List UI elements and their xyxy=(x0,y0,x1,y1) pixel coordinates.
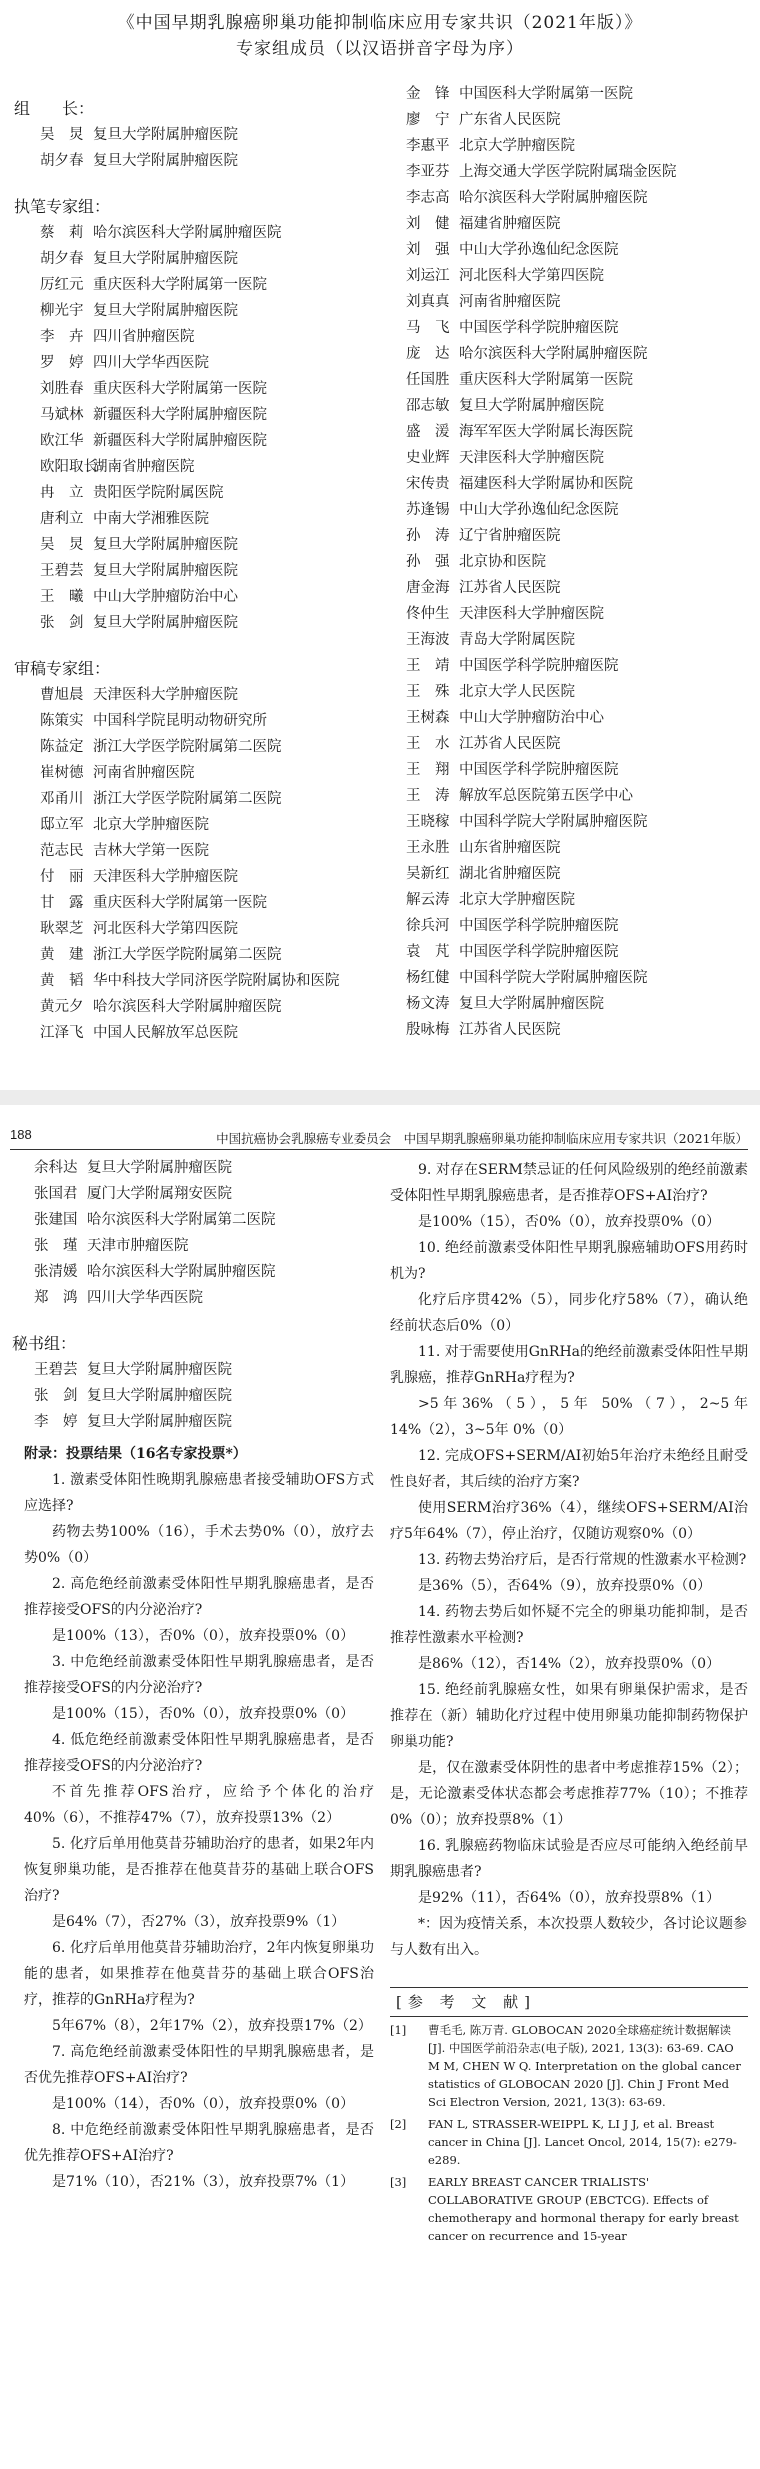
member-affiliation: 复旦大学附属肿瘤医院 xyxy=(87,1362,232,1378)
member-name: 欧阳取长 xyxy=(40,459,98,475)
member-affiliation: 江苏省人民医院 xyxy=(459,580,561,596)
member-name: 刘 健 xyxy=(406,216,450,232)
member-affiliation: 中国科学院大学附属肿瘤医院 xyxy=(459,970,648,986)
vote-paragraph: 5年67%（8），2年17%（2），放弃投票17%（2） xyxy=(52,2018,372,2034)
member-name: 胡夕春 xyxy=(40,251,84,267)
left-column xyxy=(12,1155,374,2195)
member-list-right xyxy=(406,81,751,1043)
member-row xyxy=(14,838,359,864)
member-row xyxy=(406,81,751,107)
member-row xyxy=(14,506,359,532)
member-affiliation: 中国科学院昆明动物研究所 xyxy=(93,713,267,729)
member-row xyxy=(34,1285,374,1311)
member-name: 宋传贵 xyxy=(406,476,450,492)
member-name: 金 锋 xyxy=(406,86,450,102)
member-name: 黄 韬 xyxy=(40,973,84,989)
vote-paragraph: 是100%（15），否0%（0），放弃投票0%（0） xyxy=(52,1706,355,1722)
member-affiliation: 复旦大学附属肿瘤医院 xyxy=(93,127,238,143)
member-name: 范志民 xyxy=(40,843,84,859)
member-row xyxy=(14,786,359,812)
member-name: 曹旭晨 xyxy=(40,687,84,703)
member-name: 邵志敏 xyxy=(406,398,450,414)
vote-paragraph: 6. 化疗后单用他莫昔芬辅助治疗，2年内恢复卵巢功能的患者，如果推荐在他莫昔芬的基础上联合OFS治疗，推荐的GnRHa疗程为? xyxy=(24,1940,374,2008)
member-affiliation: 广东省人民医院 xyxy=(459,112,561,128)
references-list xyxy=(390,2021,748,2245)
document-subtitle: 专家组成员（以汉语拼音字母为序） xyxy=(236,39,524,59)
member-affiliation: 天津医科大学肿瘤医院 xyxy=(459,606,604,622)
member-row xyxy=(34,1357,374,1383)
member-affiliation: 复旦大学附属肿瘤医院 xyxy=(87,1160,232,1176)
member-affiliation: 四川省肿瘤医院 xyxy=(93,329,195,345)
member-row xyxy=(406,419,751,445)
footnote: *：因为疫情关系，本次投票人数较少，各讨论议题参与人数有出入。 xyxy=(390,1916,747,1958)
member-name: 付 丽 xyxy=(40,869,84,885)
member-affiliation: 重庆医科大学附属第一医院 xyxy=(93,895,267,911)
member-row xyxy=(34,1383,374,1409)
member-row xyxy=(14,890,359,916)
member-affiliation: 辽宁省肿瘤医院 xyxy=(459,528,561,544)
member-name: 唐利立 xyxy=(40,511,84,527)
member-row xyxy=(406,653,751,679)
member-row xyxy=(34,1155,374,1181)
member-affiliation: 天津医科大学肿瘤医院 xyxy=(93,687,238,703)
member-name: 柳光宇 xyxy=(40,303,84,319)
member-row xyxy=(406,861,751,887)
vote-paragraph: 1. 激素受体阳性晚期乳腺癌患者接受辅助OFS方式应选择? xyxy=(24,1472,374,1514)
running-head: 中国抗癌协会乳腺癌专业委员会 中国早期乳腺癌卵巢功能抑制临床应用专家共识（2021年版） xyxy=(216,1131,748,1146)
member-affiliation: 贵阳医学院附属医院 xyxy=(93,485,224,501)
member-affiliation: 北京协和医院 xyxy=(459,554,546,570)
member-affiliation: 新疆医科大学附属肿瘤医院 xyxy=(93,407,267,423)
member-affiliation: 中国医科大学附属第一医院 xyxy=(459,86,633,102)
reference-number: [3] xyxy=(390,2175,407,2189)
vote-paragraph: 是71%（10），否21%（3），放弃投票7%（1） xyxy=(52,2174,355,2190)
member-row xyxy=(406,679,751,705)
member-name: 罗 婷 xyxy=(40,355,84,371)
member-row xyxy=(406,991,751,1017)
member-affiliation: 中国医学科学院肿瘤医院 xyxy=(459,944,619,960)
member-affiliation: 河南省肿瘤医院 xyxy=(93,765,195,781)
group-heading: 组 长： xyxy=(14,99,95,118)
member-affiliation: 中山大学肿瘤防治中心 xyxy=(93,589,238,605)
reference-text: 曹毛毛, 陈万青. GLOBOCAN 2020全球癌症统计数据解读[J]. 中国医学前沿杂志(电子版), 2021, 13(3): 63-69. CAO M M, CHEN W Q. Interpretation on the global cancer statistics of GLOBOCAN 2020 [J]. Chin J Front Med Sci Electron Version, 2021, 13(3): 63-69. xyxy=(428,2023,741,2109)
member-affiliation: 福建省肿瘤医院 xyxy=(459,216,561,232)
member-row xyxy=(14,864,359,890)
vote-paragraph: 14. 药物去势后如怀疑不完全的卵巢功能抑制，是否推荐性激素水平检测? xyxy=(390,1604,748,1646)
member-affiliation: 重庆医科大学附属第一医院 xyxy=(459,372,633,388)
member-name: 马 飞 xyxy=(406,320,450,336)
document-title: 《中国早期乳腺癌卵巢功能抑制临床应用专家共识（2021年版）》 xyxy=(117,13,643,33)
member-row xyxy=(406,393,751,419)
reference-item xyxy=(390,2173,748,2245)
member-row xyxy=(406,367,751,393)
reference-number: [1] xyxy=(390,2023,407,2037)
member-name: 蔡 莉 xyxy=(40,225,84,241)
member-name: 王碧芸 xyxy=(34,1362,78,1378)
member-row xyxy=(406,211,751,237)
reference-text: FAN L, STRASSER-WEIPPL K, LI J J, et al. Breast cancer in China [J]. Lancet Oncol, 2014, 15(7): e279-e289. xyxy=(428,2117,737,2167)
member-row xyxy=(406,445,751,471)
member-row xyxy=(14,454,359,480)
member-affiliation: 华中科技大学同济医学院附属协和医院 xyxy=(93,973,340,989)
member-row xyxy=(14,402,359,428)
member-name: 欧江华 xyxy=(40,433,84,449)
member-affiliation: 河北医科大学第四医院 xyxy=(459,268,604,284)
right-column xyxy=(390,1157,748,2245)
member-affiliation: 中山大学孙逸仙纪念医院 xyxy=(459,242,619,258)
member-row xyxy=(14,708,359,734)
member-row xyxy=(406,809,751,835)
member-name: 杨红健 xyxy=(406,970,450,986)
member-row xyxy=(14,532,359,558)
member-affiliation: 中国人民解放军总医院 xyxy=(93,1025,238,1041)
member-affiliation: 河北医科大学第四医院 xyxy=(93,921,238,937)
member-name: 耿翠芝 xyxy=(40,921,84,937)
member-affiliation: 哈尔滨医科大学附属第二医院 xyxy=(87,1212,276,1228)
member-row xyxy=(14,584,359,610)
member-affiliation: 中国科学院大学附属肿瘤医院 xyxy=(459,814,648,830)
member-affiliation: 北京大学肿瘤医院 xyxy=(459,892,575,908)
vote-paragraph: 是92%（11），否64%（0），放弃投票8%（1） xyxy=(418,1890,721,1906)
member-row xyxy=(406,523,751,549)
member-row xyxy=(14,682,359,708)
member-affiliation: 解放军总医院第五医学中心 xyxy=(459,788,633,804)
member-name: 冉 立 xyxy=(40,485,84,501)
vote-paragraph: 5. 化疗后单用他莫昔芬辅助治疗的患者，如果2年内恢复卵巢功能，是否推荐在他莫昔芬的基础上联合OFS治疗? xyxy=(24,1836,374,1904)
member-name: 解云涛 xyxy=(406,892,450,908)
member-name: 郑 鸿 xyxy=(34,1290,78,1306)
member-affiliation: 中国医学科学院肿瘤医院 xyxy=(459,658,619,674)
member-affiliation: 北京大学肿瘤医院 xyxy=(93,817,209,833)
member-row xyxy=(406,341,751,367)
member-name: 江泽飞 xyxy=(40,1025,84,1041)
member-row xyxy=(14,968,359,994)
member-affiliation: 复旦大学附属肿瘤医院 xyxy=(93,537,238,553)
group-heading: 执笔专家组： xyxy=(14,197,111,216)
vote-paragraph: 是86%（12），否14%（2），放弃投票0%（0） xyxy=(418,1656,721,1672)
member-affiliation: 北京大学人民医院 xyxy=(459,684,575,700)
member-row xyxy=(406,965,751,991)
member-affiliation: 复旦大学附属肿瘤医院 xyxy=(93,303,238,319)
vote-paragraph: 是64%（7），否27%（3），放弃投票9%（1） xyxy=(52,1914,346,1930)
vote-paragraph: 是36%（5），否64%（9），放弃投票0%（0） xyxy=(418,1578,712,1594)
member-row xyxy=(14,1020,359,1046)
member-affiliation: 江苏省人民医院 xyxy=(459,736,561,752)
vote-results-right xyxy=(390,1157,748,1911)
member-affiliation: 中国医学科学院肿瘤医院 xyxy=(459,918,619,934)
member-row xyxy=(14,298,359,324)
member-affiliation: 复旦大学附属肿瘤医院 xyxy=(459,398,604,414)
member-row xyxy=(14,428,359,454)
member-row xyxy=(406,159,751,185)
member-name: 孙 涛 xyxy=(406,528,450,544)
member-name: 邓甬川 xyxy=(40,791,84,807)
member-name: 王碧芸 xyxy=(40,563,84,579)
member-row xyxy=(406,627,751,653)
vote-paragraph: 12. 完成OFS+SERM/AI初始5年治疗未绝经且耐受性良好者，其后续的治疗方案? xyxy=(390,1448,748,1490)
page-header xyxy=(10,1127,748,1150)
member-name: 徐兵河 xyxy=(406,918,450,934)
page-number: 188 xyxy=(10,1127,32,1142)
member-affiliation: 天津医科大学肿瘤医院 xyxy=(459,450,604,466)
member-affiliation: 厦门大学附属翔安医院 xyxy=(87,1186,232,1202)
member-name: 张 剑 xyxy=(40,615,84,631)
member-affiliation: 重庆医科大学附属第一医院 xyxy=(93,381,267,397)
member-affiliation: 海军军医大学附属长海医院 xyxy=(459,424,633,440)
member-row xyxy=(14,220,359,246)
member-name: 王 靖 xyxy=(406,658,450,674)
member-affiliation: 中南大学湘雅医院 xyxy=(93,511,209,527)
vote-paragraph: 2. 高危绝经前激素受体阳性早期乳腺癌患者，是否推荐接受OFS的内分泌治疗? xyxy=(24,1576,374,1618)
member-name: 胡夕春 xyxy=(40,153,84,169)
member-affiliation: 四川大学华西医院 xyxy=(87,1290,203,1306)
group-heading: 审稿专家组： xyxy=(14,659,111,678)
member-affiliation: 天津市肿瘤医院 xyxy=(87,1238,189,1254)
member-affiliation: 四川大学华西医院 xyxy=(93,355,209,371)
member-affiliation: 湖南省肿瘤医院 xyxy=(93,459,195,475)
member-name: 王 水 xyxy=(406,736,450,752)
member-row xyxy=(34,1233,374,1259)
member-affiliation: 中山大学孙逸仙纪念医院 xyxy=(459,502,619,518)
page-2 xyxy=(0,1105,760,2469)
member-name: 黄元夕 xyxy=(40,999,84,1015)
member-row xyxy=(34,1181,374,1207)
vote-paragraph: 药物去势100%（16），手术去势0%（0），放疗去势0%（0） xyxy=(24,1524,374,1566)
appendix-title: 附录：投票结果（16名专家投票*） xyxy=(24,1446,247,1462)
member-row xyxy=(406,549,751,575)
vote-paragraph: 13. 药物去势治疗后，是否行常规的性激素水平检测? xyxy=(418,1552,747,1568)
member-row xyxy=(406,601,751,627)
reference-item xyxy=(390,2021,748,2111)
member-name: 李 婷 xyxy=(34,1414,78,1430)
member-row xyxy=(14,610,359,636)
member-affiliation: 中国医学科学院肿瘤医院 xyxy=(459,320,619,336)
member-affiliation: 哈尔滨医科大学附属肿瘤医院 xyxy=(87,1264,276,1280)
member-affiliation: 复旦大学附属肿瘤医院 xyxy=(93,615,238,631)
member-name: 陈策实 xyxy=(40,713,84,729)
vote-results-left xyxy=(24,1467,374,2195)
member-name: 盛 湲 xyxy=(406,424,450,440)
member-name: 任国胜 xyxy=(406,372,450,388)
member-row xyxy=(406,887,751,913)
member-affiliation: 重庆医科大学附属第一医院 xyxy=(93,277,267,293)
member-name: 李 卉 xyxy=(40,329,84,345)
references-heading: [参 考 文 献] xyxy=(390,1987,748,2017)
member-affiliation: 哈尔滨医科大学附属肿瘤医院 xyxy=(93,999,282,1015)
member-name: 张清媛 xyxy=(34,1264,78,1280)
member-affiliation: 哈尔滨医科大学附属肿瘤医院 xyxy=(459,346,648,362)
member-row xyxy=(406,497,751,523)
member-name: 崔树德 xyxy=(40,765,84,781)
member-row xyxy=(14,376,359,402)
page-1 xyxy=(0,0,760,1090)
member-name: 吴 炅 xyxy=(40,127,84,143)
member-row xyxy=(406,913,751,939)
member-name: 王永胜 xyxy=(406,840,450,856)
vote-paragraph: 化疗后序贯42%（5），同步化疗58%（7），确认绝经前状态后0%（0） xyxy=(390,1292,748,1334)
member-row xyxy=(14,916,359,942)
member-affiliation: 浙江大学医学院附属第二医院 xyxy=(93,739,282,755)
member-affiliation: 河南省肿瘤医院 xyxy=(459,294,561,310)
member-row xyxy=(406,1017,751,1043)
member-name: 庞 达 xyxy=(406,346,450,362)
vote-paragraph: 是100%（15），否0%（0），放弃投票0%（0） xyxy=(418,1214,721,1230)
member-name: 黄 建 xyxy=(40,947,84,963)
member-name: 吴 炅 xyxy=(40,537,84,553)
member-row xyxy=(14,994,359,1020)
member-name: 张建国 xyxy=(34,1212,78,1228)
member-name: 刘胜春 xyxy=(40,381,84,397)
member-name: 王海波 xyxy=(406,632,450,648)
member-row xyxy=(14,480,359,506)
member-row xyxy=(406,185,751,211)
vote-paragraph: 16. 乳腺癌药物临床试验是否应尽可能纳入绝经前早期乳腺癌患者? xyxy=(390,1838,748,1880)
member-name: 张国君 xyxy=(34,1186,78,1202)
member-name: 张 剑 xyxy=(34,1388,78,1404)
member-row xyxy=(14,350,359,376)
member-row xyxy=(406,705,751,731)
vote-paragraph: >5年36%（5），5年 50%（7），2~5年 14%（2），3~5年 0%（0） xyxy=(390,1396,748,1438)
member-affiliation: 复旦大学附属肿瘤医院 xyxy=(93,153,238,169)
member-row xyxy=(14,324,359,350)
member-row xyxy=(406,757,751,783)
vote-paragraph: 是100%（13），否0%（0），放弃投票0%（0） xyxy=(52,1628,355,1644)
member-row xyxy=(14,558,359,584)
member-row xyxy=(406,107,751,133)
member-row xyxy=(406,237,751,263)
member-affiliation: 复旦大学附属肿瘤医院 xyxy=(93,563,238,579)
member-row xyxy=(14,246,359,272)
member-row xyxy=(406,471,751,497)
member-row xyxy=(34,1207,374,1233)
member-name: 王晓稼 xyxy=(406,814,450,830)
member-row xyxy=(14,760,359,786)
vote-paragraph: 不首先推荐OFS治疗，应给予个体化的治疗40%（6），不推荐47%（7），放弃投票13%（2） xyxy=(24,1784,374,1826)
vote-paragraph: 8. 中危绝经前激素受体阳性早期乳腺癌患者，是否优先推荐OFS+AI治疗? xyxy=(24,2122,374,2164)
member-affiliation: 江苏省人民医院 xyxy=(459,1022,561,1038)
member-name: 史业辉 xyxy=(406,450,450,466)
member-name: 李志高 xyxy=(406,190,450,206)
member-name: 杨文涛 xyxy=(406,996,450,1012)
member-affiliation: 复旦大学附属肿瘤医院 xyxy=(93,251,238,267)
member-name: 厉红元 xyxy=(40,277,84,293)
member-affiliation: 新疆医科大学附属肿瘤医院 xyxy=(93,433,267,449)
member-affiliation: 浙江大学医学院附属第二医院 xyxy=(93,947,282,963)
member-affiliation: 福建医科大学附属协和医院 xyxy=(459,476,633,492)
member-row xyxy=(14,942,359,968)
member-name: 刘真真 xyxy=(406,294,450,310)
member-row xyxy=(406,263,751,289)
member-name: 廖 宁 xyxy=(406,112,450,128)
member-row xyxy=(406,289,751,315)
vote-paragraph: 4. 低危绝经前激素受体阳性早期乳腺癌患者，是否推荐接受OFS的内分泌治疗? xyxy=(24,1732,374,1774)
member-name: 殷咏梅 xyxy=(406,1022,450,1038)
member-row xyxy=(14,812,359,838)
vote-paragraph: 3. 中危绝经前激素受体阳性早期乳腺癌患者，是否推荐接受OFS的内分泌治疗? xyxy=(24,1654,374,1696)
member-row xyxy=(406,783,751,809)
member-name: 佟仲生 xyxy=(406,606,450,622)
member-name: 李惠平 xyxy=(406,138,450,154)
reference-item xyxy=(390,2115,748,2169)
member-affiliation: 湖北省肿瘤医院 xyxy=(459,866,561,882)
member-row xyxy=(406,939,751,965)
vote-paragraph: 7. 高危绝经前激素受体阳性的早期乳腺癌患者，是否优先推荐OFS+AI治疗? xyxy=(24,2044,374,2086)
member-affiliation: 浙江大学医学院附属第二医院 xyxy=(93,791,282,807)
member-name: 袁 芃 xyxy=(406,944,450,960)
member-row xyxy=(34,1259,374,1285)
member-row xyxy=(406,133,751,159)
member-name: 苏逢锡 xyxy=(406,502,450,518)
member-row xyxy=(406,731,751,757)
vote-paragraph: 是100%（14），否0%（0），放弃投票0%（0） xyxy=(52,2096,355,2112)
member-affiliation: 复旦大学附属肿瘤医院 xyxy=(87,1414,232,1430)
reference-text: EARLY BREAST CANCER TRIALISTS' COLLABORATIVE GROUP (EBCTCG). Effects of chemotherapy and hormonal therapy for early breast cancer on recurrence and 15-year xyxy=(428,2175,739,2243)
member-name: 甘 露 xyxy=(40,895,84,911)
member-row xyxy=(406,575,751,601)
member-row xyxy=(14,272,359,298)
member-name: 王 殊 xyxy=(406,684,450,700)
member-row xyxy=(406,835,751,861)
member-list-left xyxy=(14,96,359,1046)
member-row xyxy=(14,734,359,760)
member-affiliation: 山东省肿瘤医院 xyxy=(459,840,561,856)
vote-paragraph: 10. 绝经前激素受体阳性早期乳腺癌辅助OFS用药时机为? xyxy=(390,1240,748,1282)
reference-number: [2] xyxy=(390,2117,407,2131)
member-name: 吴新红 xyxy=(406,866,450,882)
member-affiliation: 北京大学肿瘤医院 xyxy=(459,138,575,154)
member-name: 余科达 xyxy=(34,1160,78,1176)
member-row xyxy=(406,315,751,341)
member-affiliation: 青岛大学附属医院 xyxy=(459,632,575,648)
member-affiliation: 吉林大学第一医院 xyxy=(93,843,209,859)
vote-paragraph: 9. 对存在SERM禁忌证的任何风险级别的绝经前激素受体阳性早期乳腺癌患者，是否推荐OFS+AI治疗? xyxy=(390,1162,748,1204)
member-name: 李亚芬 xyxy=(406,164,450,180)
vote-paragraph: 11. 对于需要使用GnRHa的绝经前激素受体阳性早期乳腺癌，推荐GnRHa疗程为? xyxy=(390,1344,749,1386)
vote-paragraph: 是，仅在激素受体阴性的患者中考虑推荐15%（2）；是，无论激素受体状态都会考虑推荐77%（10）；不推荐0%（0）；放弃投票8%（1） xyxy=(390,1760,748,1828)
member-name: 王 翔 xyxy=(406,762,450,778)
member-name: 马斌林 xyxy=(40,407,84,423)
member-name: 陈益定 xyxy=(40,739,84,755)
member-name: 刘运江 xyxy=(406,268,450,284)
vote-paragraph: 15. 绝经前乳腺癌女性，如果有卵巢保护需求，是否推荐在（新）辅助化疗过程中使用卵巢功能抑制药物保护卵巢功能? xyxy=(390,1682,748,1750)
member-name: 唐金海 xyxy=(406,580,450,596)
member-name: 孙 强 xyxy=(406,554,450,570)
member-row xyxy=(34,1409,374,1435)
secretary-heading: 秘书组： xyxy=(12,1334,77,1353)
member-affiliation: 中国医学科学院肿瘤医院 xyxy=(459,762,619,778)
member-affiliation: 中山大学肿瘤防治中心 xyxy=(459,710,604,726)
member-affiliation: 天津医科大学肿瘤医院 xyxy=(93,869,238,885)
member-name: 邸立军 xyxy=(40,817,84,833)
member-affiliation: 上海交通大学医学院附属瑞金医院 xyxy=(459,164,677,180)
member-name: 王树森 xyxy=(406,710,450,726)
vote-paragraph: 使用SERM治疗36%（4），继续OFS+SERM/AI治疗5年64%（7），停止治疗，仅随访观察0%（0） xyxy=(390,1500,748,1542)
member-row xyxy=(14,122,359,148)
member-name: 张 瑾 xyxy=(34,1238,78,1254)
member-affiliation: 复旦大学附属肿瘤医院 xyxy=(87,1388,232,1404)
member-name: 刘 强 xyxy=(406,242,450,258)
member-affiliation: 复旦大学附属肿瘤医院 xyxy=(459,996,604,1012)
member-affiliation: 哈尔滨医科大学附属肿瘤医院 xyxy=(459,190,648,206)
member-name: 王 涛 xyxy=(406,788,450,804)
member-affiliation: 哈尔滨医科大学附属肿瘤医院 xyxy=(93,225,282,241)
continued-member-list xyxy=(24,1155,374,1311)
member-name: 王 曦 xyxy=(40,589,84,605)
member-row xyxy=(14,148,359,174)
secretary-list xyxy=(24,1357,374,1435)
